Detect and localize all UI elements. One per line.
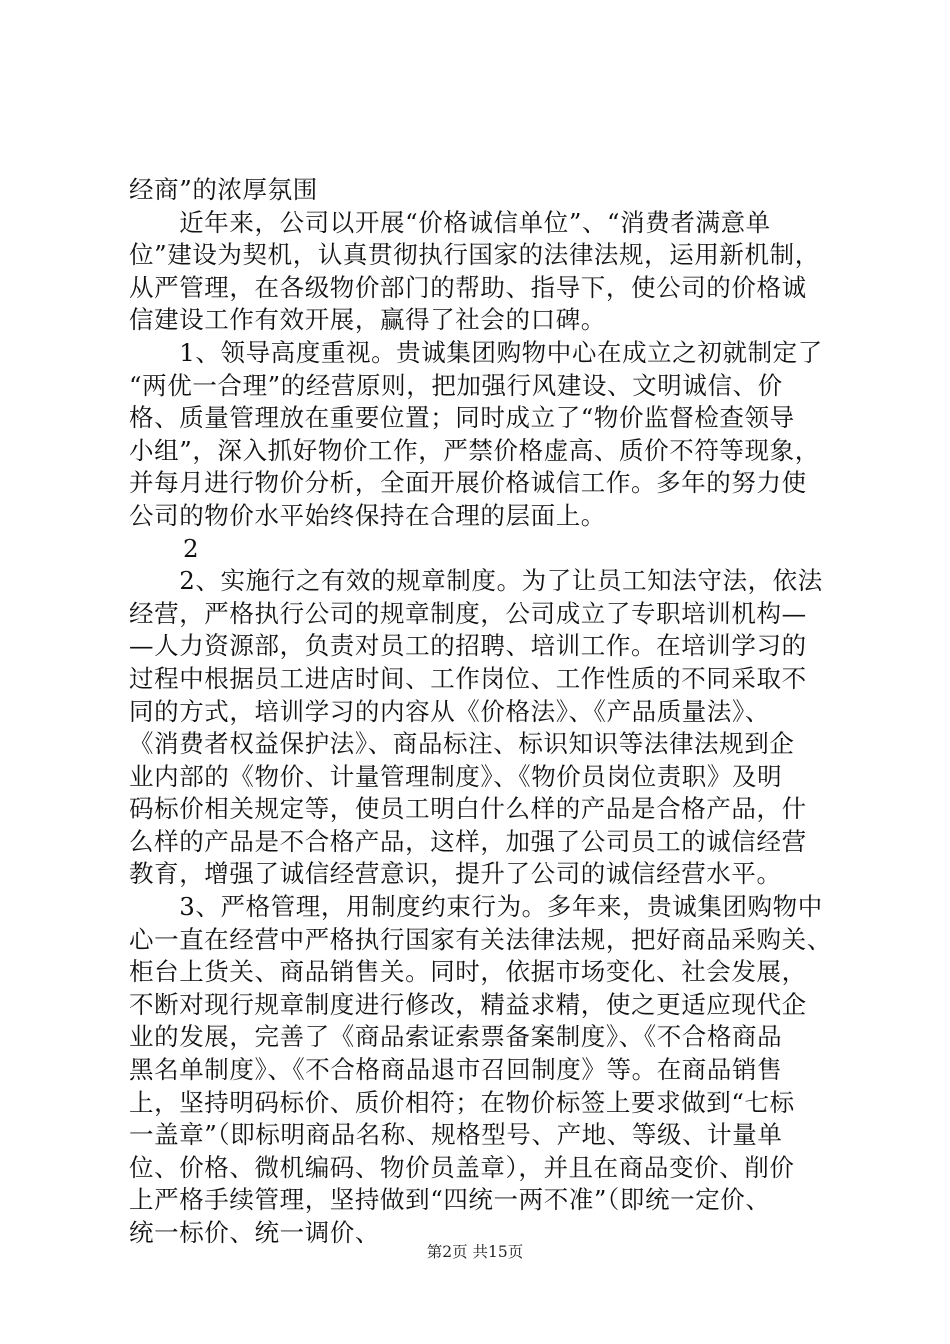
text-line: 近年来，公司以开展“价格诚信单位”、“消费者满意单 xyxy=(129,207,771,237)
text-line: 格、质量管理放在重要位置；同时成立了“物价监督检查领导 xyxy=(129,403,795,433)
text-line: 么样的产品是不合格产品，这样，加强了公司员工的诚信经营 xyxy=(129,826,807,856)
text-line: —人力资源部，负责对员工的招聘、培训工作。在培训学习的 xyxy=(129,631,807,661)
text-line: 《消费者权益保护法》、商品标注、标识知识等法律法规到企 xyxy=(129,729,795,759)
text-line: 码标价相关规定等，使员工明白什么样的产品是合格产品，什 xyxy=(129,794,807,824)
text-line: 3、严格管理，用制度约束行为。多年来，贵诚集团购物中 xyxy=(129,892,823,922)
text-line: 小组”，深入抓好物价工作，严禁价格虚高、质价不符等现象， xyxy=(129,435,820,465)
text-line: 过程中根据员工进店时间、工作岗位、工作性质的不同采取不 xyxy=(129,663,807,693)
text-line: 经商”的浓厚氛围 xyxy=(129,175,318,204)
text-line: 经营，严格执行公司的规章制度，公司成立了专职培训机构— xyxy=(129,598,807,628)
text-line: 公司的物价水平始终保持在合理的层面上。 xyxy=(129,500,606,530)
text-line: 1、领导高度重视。贵诚集团购物中心在成立之初就制定了 xyxy=(129,337,823,367)
text-line: 教育，增强了诚信经营意识，提升了公司的诚信经营水平。 xyxy=(129,859,782,889)
text-line: 上，坚持明码标价、质价相符；在物价标签上要求做到“七标 xyxy=(129,1087,795,1117)
body-text xyxy=(129,174,839,1250)
text-line: “两优一合理”的经营原则，把加强行风建设、文明诚信、价 xyxy=(129,370,783,400)
text-line: 柜台上货关、商品销售关。同时，依据市场变化、社会发展， xyxy=(129,957,807,987)
text-line: 不断对现行规章制度进行修改，精益求精，使之更适应现代企 xyxy=(129,989,807,1019)
text-line: 2、实施行之有效的规章制度。为了让员工知法守法，依法 xyxy=(129,566,823,596)
text-line: 位”建设为契机，认真贯彻执行国家的法律法规，运用新机制， xyxy=(129,240,820,270)
text-line: 位、价格、微机编码、物价员盖章），并且在商品变价、削价 xyxy=(129,1152,795,1182)
text-line: 统一标价、统一调价、 xyxy=(129,1218,380,1247)
inline-page-number: 2 xyxy=(183,533,200,563)
text-line: 信建设工作有效开展，赢得了社会的口碑。 xyxy=(129,305,606,335)
text-line: 一盖章”（即标明商品名称、规格型号、产地、等级、计量单 xyxy=(129,1120,783,1150)
text-line: 业内部的《物价、计量管理制度》、《物价员岗位责职》及明 xyxy=(129,761,783,791)
text-line: 同的方式，培训学习的内容从《价格法》、《产品质量法》、 xyxy=(129,696,770,726)
text-line: 并每月进行物价分析，全面开展价格诚信工作。多年的努力使 xyxy=(129,468,807,498)
text-line: 从严管理，在各级物价部门的帮助、指导下，使公司的价格诚 xyxy=(129,272,807,302)
text-line: 黑名单制度》、《不合格商品退市召回制度》等。在商品销售 xyxy=(129,1055,783,1085)
text-line: 业的发展，完善了《商品索证索票备案制度》、《不合格商品 xyxy=(129,1022,783,1052)
text-line: 心一直在经营中严格执行国家有关法律法规，把好商品采购关、 xyxy=(129,924,832,954)
text-line: 上严格手续管理，坚持做到“四统一两不准”（即统一定价、 xyxy=(129,1185,771,1215)
page-footer: 第2页 共15页 xyxy=(426,1243,524,1261)
